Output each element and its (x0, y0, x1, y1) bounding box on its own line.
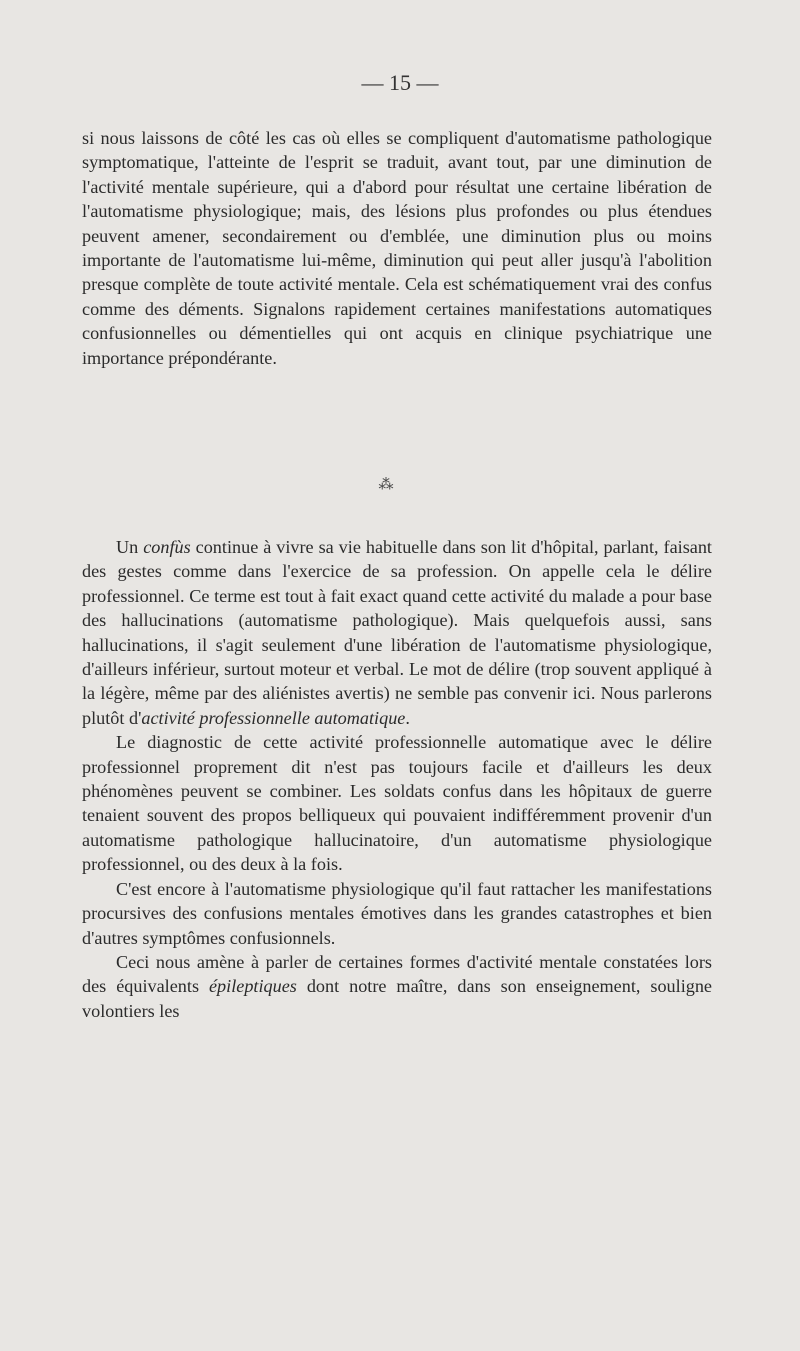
text-section-1 (82, 126, 712, 370)
paragraph-4: C'est encore à l'automatisme physiologique qu'il faut rattacher les manifestations procursives des confusions mentales émotives dans les grandes catastrophes et bien d'autres symptômes confusionnels. (82, 878, 712, 948)
text-section-2 (82, 535, 712, 1023)
asterism: ⁂ (378, 477, 394, 493)
page-number: — 15 — (361, 70, 439, 95)
paragraph-2: Un confùs continue à vivre sa vie habituelle dans son lit d'hôpital, parlant, faisant des gestes comme dans l'exercice de sa profession. On appelle cela le délire professionnel. Ce terme est tout à fait exact quand cette activité du malade a pour base des hallucinations (automatisme pathologique). Mais quelquefois aussi, sans hallucinations, il s'agit seulement d'une libération de l'automatisme physiologique, d'ailleurs inférieur, surtout moteur et verbal. Le mot de délire (trop souvent appliqué à la légère, même par des aliénistes avertis) ne semble pas convenir ici. Nous parlerons plutôt d'activité professionnelle automatique. (82, 537, 712, 728)
italic-term: activité professionnelle automatique (141, 707, 406, 728)
italic-term: confùs (143, 537, 191, 557)
paragraph-1: si nous laissons de côté les cas où elles se compliquent d'automatisme pathologique symptomatique, l'atteinte de l'esprit se traduit, avant tout, par une diminution de l'activité mentale supérieure, qui a d'abord pour résultat une certaine libération de l'automatisme physiologique; mais, des lésions plus profondes ou plus étendues peuvent amener, secondairement ou d'emblée, une diminution plus ou moins importante de l'automatisme lui-même, diminution qui peut aller jusqu'à l'abolition presque complète de toute activité mentale. Cela est schématiquement vrai des confus comme des déments. Signalons rapidement certaines manifestations automatiques confusionnelles ou démentielles qui ont acquis en clinique psychiatrique une importance prépondérante. (82, 128, 712, 368)
italic-term: épileptiques (208, 976, 297, 997)
paragraph-5: Ceci nous amène à parler de certaines formes d'activité mentale constatées lors des équivalents épileptiques dont notre maître, dans son enseignement, souligne volontiers les (82, 951, 713, 1021)
paragraph-3: Le diagnostic de cette activité professionnelle automatique avec le délire professionnel proprement dit n'est pas toujours facile et d'ailleurs les deux phénomènes peuvent se combiner. Les soldats confus dans les hôpitaux de guerre tenaient souvent des propos belliqueux qui pouvaient indifféremment provenir d'un automatisme pathologique hallucinatoire, d'un automatisme physiologique professionnel, ou des deux à la fois. (82, 732, 712, 875)
